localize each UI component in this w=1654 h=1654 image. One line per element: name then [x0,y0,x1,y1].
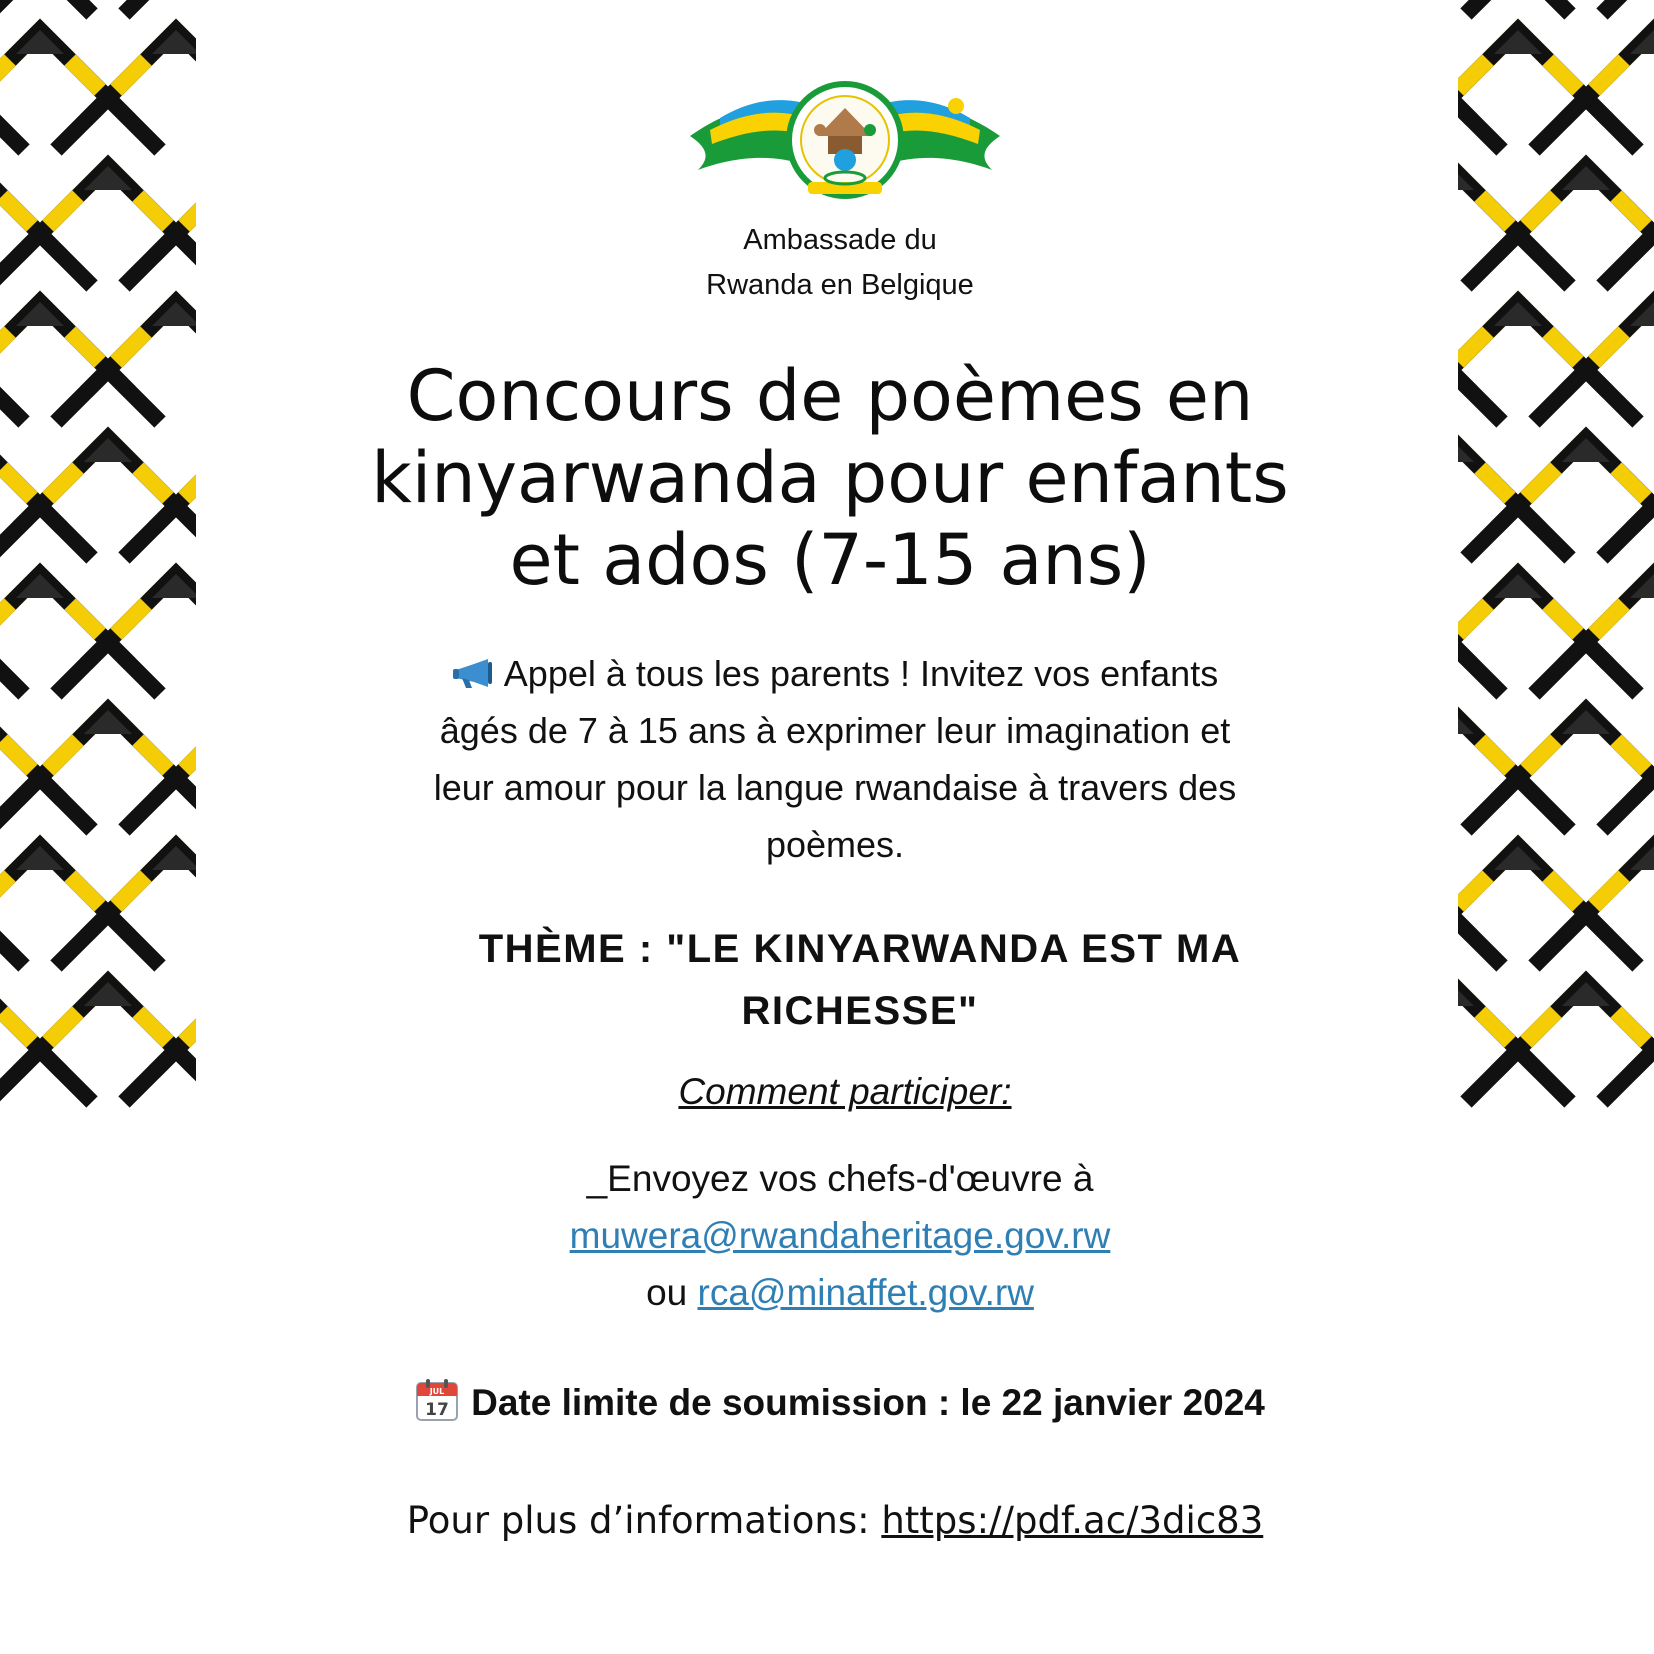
pattern-chevron [0,0,196,14]
embassy-name-line2: Rwanda en Belgique [706,269,974,301]
title-line2: kinyarwanda pour enfants [371,437,1289,519]
pattern-chevron [0,710,32,770]
calendar-icon [415,1378,459,1422]
pattern-chevron [0,710,2,740]
email-link-muwera[interactable]: muwera@rwandaheritage.gov.rw [569,1215,1111,1256]
or-text: ou [646,1272,688,1313]
intro-line1: Appel à tous les parents ! Invitez vos enfants [503,653,1219,694]
pattern-chevron [124,0,196,14]
email-link-rca[interactable]: rca@minaffet.gov.rw [697,1272,1034,1313]
calendar-month: JUL [429,1387,445,1396]
theme-heading [380,918,1340,1042]
more-info-line [320,1493,1350,1549]
title-line1: Concours de poèmes en [406,355,1254,437]
submission-instructions [420,1150,1260,1321]
pattern-chevron [0,438,32,498]
pattern-chevron [0,0,92,14]
pattern-chevron [184,710,196,770]
megaphone-icon [452,649,494,681]
page-title [330,355,1330,601]
intro-line4: poèmes. [765,824,905,865]
deadline-text: Date limite de soumission : le 22 janvier 2024 [471,1382,1265,1423]
info-link[interactable]: https://pdf.ac/3dic83 [881,1499,1264,1542]
pattern-chevron [0,982,2,1012]
pattern-chevron [0,166,2,196]
intro-line3: leur amour pour la langue rwandaise à travers des [433,767,1237,808]
left-pattern-border [0,0,196,1654]
submission-deadline [330,1375,1350,1431]
how-to-participate-heading: Comment participer: [678,1071,1012,1112]
intro-paragraph [320,645,1350,873]
intro-line2: âgés de 7 à 15 ans à exprimer leur imagination et [439,710,1231,751]
embassy-name-line1: Ambassade du [743,224,937,256]
info-label: Pour plus d’informations: [406,1499,870,1542]
chevron-pattern-right [1458,0,1654,1654]
calendar-day: 17 [425,1400,449,1420]
pattern-chevron [0,438,2,468]
send-text: _Envoyez vos chefs-d'œuvre à [586,1158,1094,1199]
pattern-chevron [0,982,32,1042]
theme-line1: THÈME : "LE KINYARWANDA EST MA [478,927,1242,971]
pattern-chevron [184,166,196,226]
title-line3: et ados (7-15 ans) [509,519,1151,601]
pattern-chevron [0,166,32,226]
pattern-chevron [184,982,196,1042]
chevron-pattern-left [0,0,196,1654]
pattern-chevron [184,438,196,498]
rwanda-coat-of-arms-logo [690,78,1000,208]
pattern-chevron [1602,0,1654,14]
right-pattern-border [1458,0,1654,1654]
theme-line2: RICHESSE" [741,989,979,1033]
